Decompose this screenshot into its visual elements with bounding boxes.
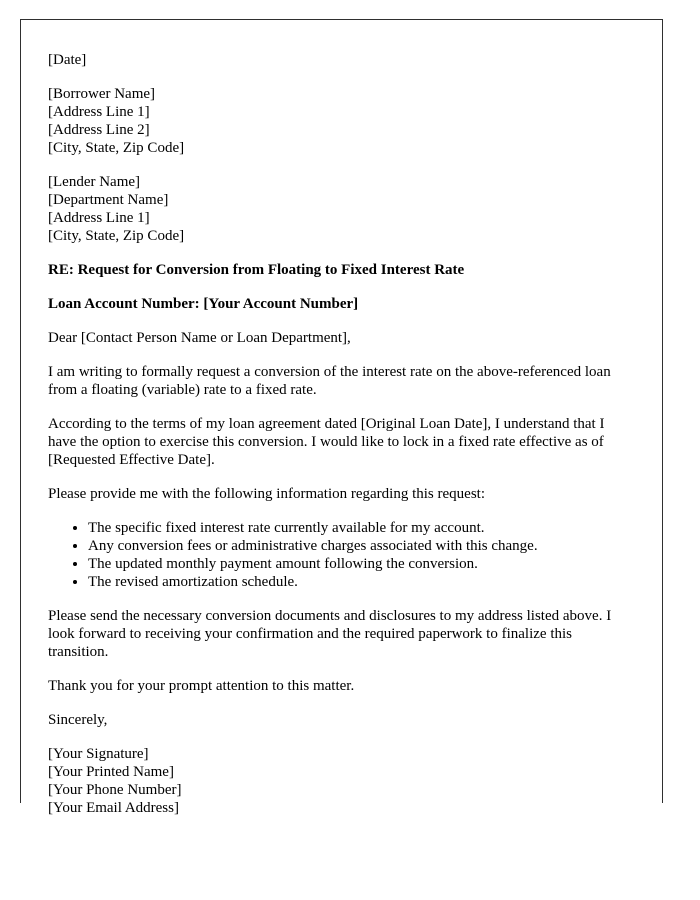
lender-address-line-1: [Address Line 1] xyxy=(48,210,150,226)
signature-block xyxy=(48,745,620,817)
email-address-line: [Your Email Address] xyxy=(48,800,179,816)
lender-department-line: [Department Name] xyxy=(48,192,169,208)
thanks-paragraph: Thank you for your prompt attention to this matter. xyxy=(48,678,355,694)
borrower-name-line: [Borrower Name] xyxy=(48,86,156,102)
terms-paragraph: According to the terms of my loan agreement dated [Original Loan Date], I understand that I have the option to exercise this conversion. I would like to lock in a fixed rate effective as of [Requested Effective Date]. xyxy=(48,416,605,468)
request-list xyxy=(48,519,620,591)
borrower-address-line-2: [Address Line 2] xyxy=(48,122,150,138)
subject-line: RE: Request for Conversion from Floating to Fixed Interest Rate xyxy=(48,262,465,278)
borrower-address-line-1: [Address Line 1] xyxy=(48,104,150,120)
list-item: • The updated monthly payment amount following the conversion. xyxy=(88,555,620,573)
list-item: • Any conversion fees or administrative charges associated with this change. xyxy=(88,537,620,555)
list-item: • The revised amortization schedule. xyxy=(88,573,620,591)
salutation-line: Dear [Contact Person Name or Loan Department], xyxy=(48,330,351,346)
lender-city-state-zip-line: [City, State, Zip Code] xyxy=(48,228,185,244)
signature-line: [Your Signature] xyxy=(48,746,149,762)
loan-account-line: Loan Account Number: [Your Account Number] xyxy=(48,296,359,312)
list-item: • The specific fixed interest rate currently available for my account. xyxy=(88,519,620,537)
valediction-line: Sincerely, xyxy=(48,712,108,728)
request-lead-in: Please provide me with the following information regarding this request: xyxy=(48,486,485,502)
intro-paragraph: I am writing to formally request a conversion of the interest rate on the above-referenced loan from a floating (variable) rate to a fixed rate. xyxy=(48,364,611,398)
letter-page xyxy=(20,19,663,816)
date-line: [Date] xyxy=(48,52,87,68)
borrower-city-state-zip-line: [City, State, Zip Code] xyxy=(48,140,185,156)
phone-number-line: [Your Phone Number] xyxy=(48,782,182,798)
lender-name-line: [Lender Name] xyxy=(48,174,141,190)
borrower-address-block xyxy=(48,85,620,157)
printed-name-line: [Your Printed Name] xyxy=(48,764,174,780)
documents-paragraph: Please send the necessary conversion documents and disclosures to my address listed above. I look forward to receiving your confirmation and the required paperwork to finalize this transition. xyxy=(48,608,612,660)
lender-address-block xyxy=(48,173,620,245)
